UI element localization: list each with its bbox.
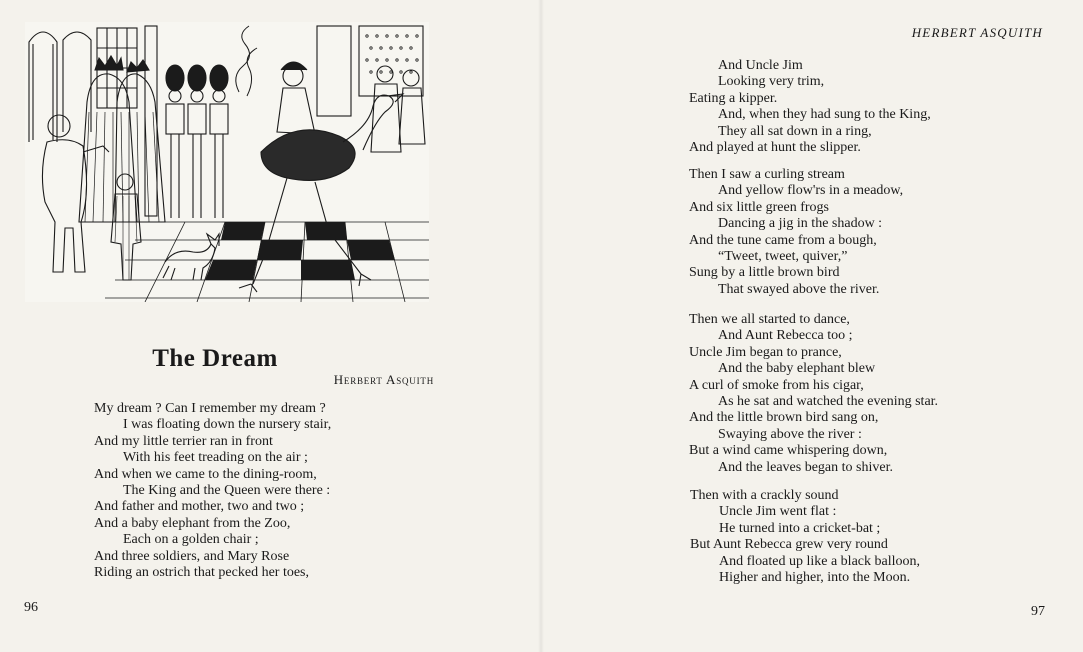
poem-line: Uncle Jim began to prance,: [689, 344, 842, 360]
poem-line: Then we all started to dance,: [689, 312, 850, 327]
poem-line: Eating a kipper.: [689, 90, 778, 106]
poem-line: The King and the Queen were there :: [123, 483, 331, 499]
stanza-right-1: [689, 58, 931, 156]
poem-line: Sung by a little brown bird: [689, 265, 840, 281]
poem-line: Uncle Jim went flat :: [719, 504, 837, 520]
poem-line: And yellow flow'rs in a meadow,: [718, 183, 904, 199]
poem-line: Then with a crackly sound: [690, 488, 839, 503]
page-number-left: 96: [24, 600, 38, 615]
poem-line: And Uncle Jim: [718, 58, 803, 73]
stanza-right-4: [690, 488, 920, 586]
dream-illustration: [25, 22, 429, 302]
poem-line: A curl of smoke from his cigar,: [689, 377, 864, 393]
poem-line: “Tweet, tweet, quiver,”: [718, 249, 848, 265]
poem-line: Swaying above the river :: [718, 426, 862, 442]
stanza-left-1: [94, 401, 331, 581]
poem-line: And my little terrier ran in front: [94, 433, 273, 449]
poem-line: And three soldiers, and Mary Rose: [94, 548, 290, 564]
poem-line: They all sat down in a ring,: [718, 123, 872, 139]
poem-line: Each on a golden chair ;: [123, 532, 259, 548]
poem-line: And father and mother, two and two ;: [94, 499, 305, 515]
poem-title: The Dream: [152, 344, 278, 372]
poem-line: He turned into a cricket-bat ;: [719, 520, 881, 536]
poem-line: And a baby elephant from the Zoo,: [94, 515, 291, 531]
poem-line: And the baby elephant blew: [718, 361, 876, 377]
poem-byline: Herbert Asquith: [333, 372, 434, 387]
poem-line: And, when they had sung to the King,: [718, 107, 931, 123]
poem-line: Then I saw a curling stream: [689, 167, 845, 182]
poem-line: That swayed above the river.: [718, 281, 880, 297]
poem-line: And six little green frogs: [689, 199, 829, 215]
left-page: [0, 0, 540, 652]
poem-line: As he sat and watched the evening star.: [718, 394, 939, 410]
poem-line: And when we came to the dining-room,: [94, 466, 317, 482]
poem-line: With his feet treading on the air ;: [123, 450, 308, 466]
stanza-right-3: [689, 312, 938, 476]
poem-line: Higher and higher, into the Moon.: [719, 570, 911, 586]
poem-line: And the little brown bird sang on,: [689, 410, 879, 426]
right-page: [541, 0, 1083, 652]
poem-line: But a wind came whispering down,: [689, 443, 888, 459]
poem-line: My dream ? Can I remember my dream ?: [94, 401, 326, 416]
stanza-right-2: [689, 167, 903, 298]
poem-line: And floated up like a black balloon,: [719, 553, 920, 569]
poem-line: Looking very trim,: [718, 74, 825, 90]
poem-line: Dancing a jig in the shadow :: [718, 216, 883, 232]
poem-line: And Aunt Rebecca too ;: [718, 328, 853, 344]
page-number-right: 97: [1031, 604, 1045, 619]
poem-line: I was floating down the nursery stair,: [123, 417, 332, 433]
poem-line: And the leaves began to shiver.: [718, 459, 893, 475]
poem-line: But Aunt Rebecca grew very round: [690, 537, 888, 553]
poem-line: And the tune came from a bough,: [689, 232, 877, 248]
running-head: HERBERT ASQUITH: [911, 25, 1043, 40]
poem-line: And played at hunt the slipper.: [689, 140, 861, 156]
poem-line: Riding an ostrich that pecked her toes,: [94, 565, 309, 581]
